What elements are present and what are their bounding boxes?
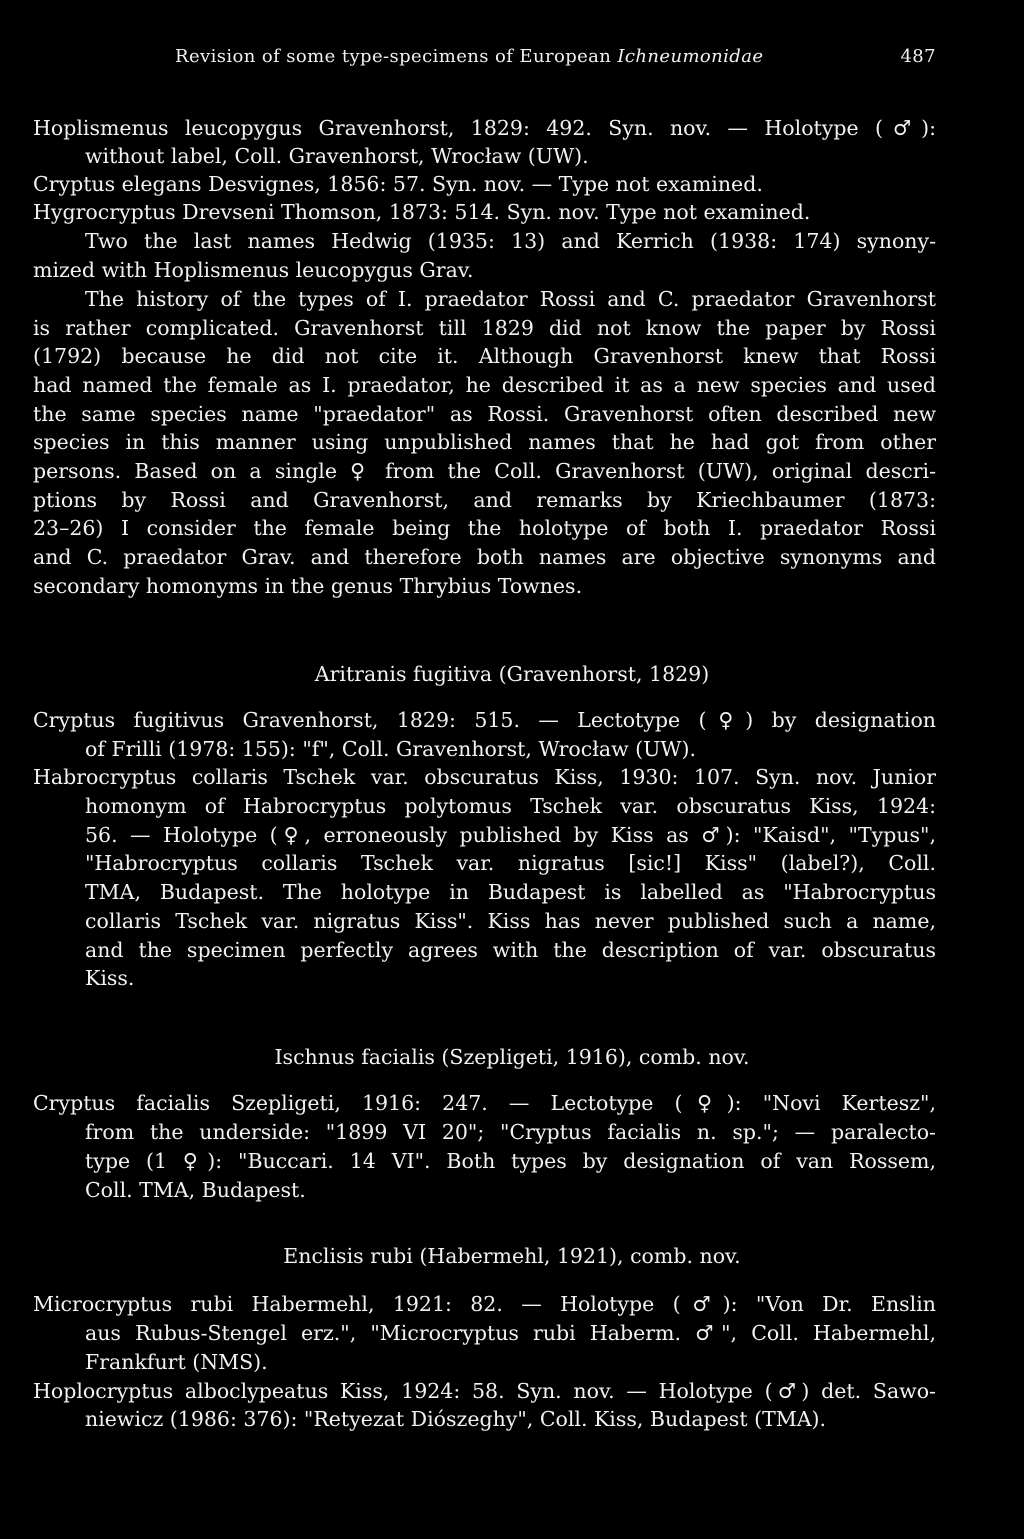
text-line: Cryptus fugitivus Gravenhorst, 1829: 515. — Lectotype (♀) by designation (33, 708, 936, 732)
text-line: aus Rubus-Stengel erz.", "Microcryptus rubi Haberm. ♂", Coll. Habermehl, (85, 1321, 936, 1345)
species-heading: Enclisis rubi (Habermehl, 1921), comb. nov. (283, 1244, 741, 1268)
text-line: 23–26) I consider the female being the holotype of both I. praedator Rossi (33, 516, 936, 540)
text-line: TMA, Budapest. The holotype in Budapest is labelled as "Habrocryptus (85, 880, 936, 904)
text-line: Hoplocryptus alboclypeatus Kiss, 1924: 58. Syn. nov. — Holotype (♂) det. Sawo- (33, 1379, 936, 1403)
text-line: is rather complicated. Gravenhorst till 1829 did not know the paper by Rossi (33, 316, 936, 340)
species-heading: Aritranis fugitiva (Gravenhorst, 1829) (314, 662, 710, 686)
species-heading: Ischnus facialis (Szepligeti, 1916), comb. nov. (274, 1045, 750, 1069)
text-line: from the underside: "1899 VI 20"; "Cryptus facialis n. sp."; — paralecto- (85, 1120, 936, 1144)
text-line: of Frilli (1978: 155): "f", Coll. Gravenhorst, Wrocław (UW). (85, 737, 697, 761)
text-line: type (1 ♀): "Buccari. 14 VI". Both types by designation of van Rossem, (85, 1149, 936, 1173)
text-line: species in this manner using unpublished names that he had got from other (33, 430, 936, 454)
text-line: Coll. TMA, Budapest. (85, 1178, 306, 1202)
text-line: Microcryptus rubi Habermehl, 1921: 82. — Holotype (♂): "Von Dr. Enslin (33, 1292, 936, 1316)
text-line: and the specimen perfectly agrees with the description of var. obscuratus (85, 938, 936, 962)
text-line: had named the female as I. praedator, he described it as a new species and used (33, 373, 936, 397)
text-line: Habrocryptus collaris Tschek var. obscuratus Kiss, 1930: 107. Syn. nov. Junior (33, 765, 936, 789)
running-title: Revision of some type-specimens of European Ichneumonidae (175, 46, 764, 67)
text-line: Kiss. (85, 966, 135, 990)
text-line: ptions by Rossi and Gravenhorst, and remarks by Kriechbaumer (1873: (33, 488, 936, 512)
text-line: homonym of Habrocryptus polytomus Tschek var. obscuratus Kiss, 1924: (85, 794, 936, 818)
text-line: Hoplismenus leucopygus Gravenhorst, 1829: 492. Syn. nov. — Holotype (♂): (33, 116, 936, 140)
text-line: secondary homonyms in the genus Thrybius Townes. (33, 574, 583, 598)
text-line: The history of the types of I. praedator Rossi and C. praedator Gravenhorst (85, 287, 936, 311)
text-line: Cryptus elegans Desvignes, 1856: 57. Syn. nov. — Type not examined. (33, 172, 763, 196)
text-line: Cryptus facialis Szepligeti, 1916: 247. — Lectotype (♀): "Novi Kertesz", (33, 1091, 936, 1115)
running-header (0, 46, 1024, 76)
text-line: 56. — Holotype (♀, erroneously published by Kiss as ♂): "Kaisd", "Typus", (85, 823, 936, 847)
page-number: 487 (900, 46, 936, 67)
text-line: collaris Tschek var. nigratus Kiss". Kiss has never published such a name, (85, 909, 936, 933)
text-line: "Habrocryptus collaris Tschek var. nigratus [sic!] Kiss" (label?), Coll. (85, 851, 936, 875)
text-line: Frankfurt (NMS). (85, 1350, 268, 1374)
text-line: Hygrocryptus Drevseni Thomson, 1873: 514. Syn. nov. Type not examined. (33, 200, 811, 224)
text-line: Two the last names Hedwig (1935: 13) and Kerrich (1938: 174) synony- (85, 229, 936, 253)
text-line: mized with Hoplismenus leucopygus Grav. (33, 258, 474, 282)
text-line: and C. praedator Grav. and therefore both names are objective synonyms and (33, 545, 936, 569)
text-line: without label, Coll. Gravenhorst, Wrocław (UW). (85, 144, 589, 168)
text-line: niewicz (1986: 376): "Retyezat Diószeghy", Coll. Kiss, Budapest (TMA). (85, 1407, 827, 1431)
text-line: (1792) because he did not cite it. Although Gravenhorst knew that Rossi (33, 344, 936, 368)
text-line: the same species name "praedator" as Rossi. Gravenhorst often described new (33, 402, 936, 426)
text-line: persons. Based on a single ♀ from the Coll. Gravenhorst (UW), original descri- (33, 459, 936, 483)
